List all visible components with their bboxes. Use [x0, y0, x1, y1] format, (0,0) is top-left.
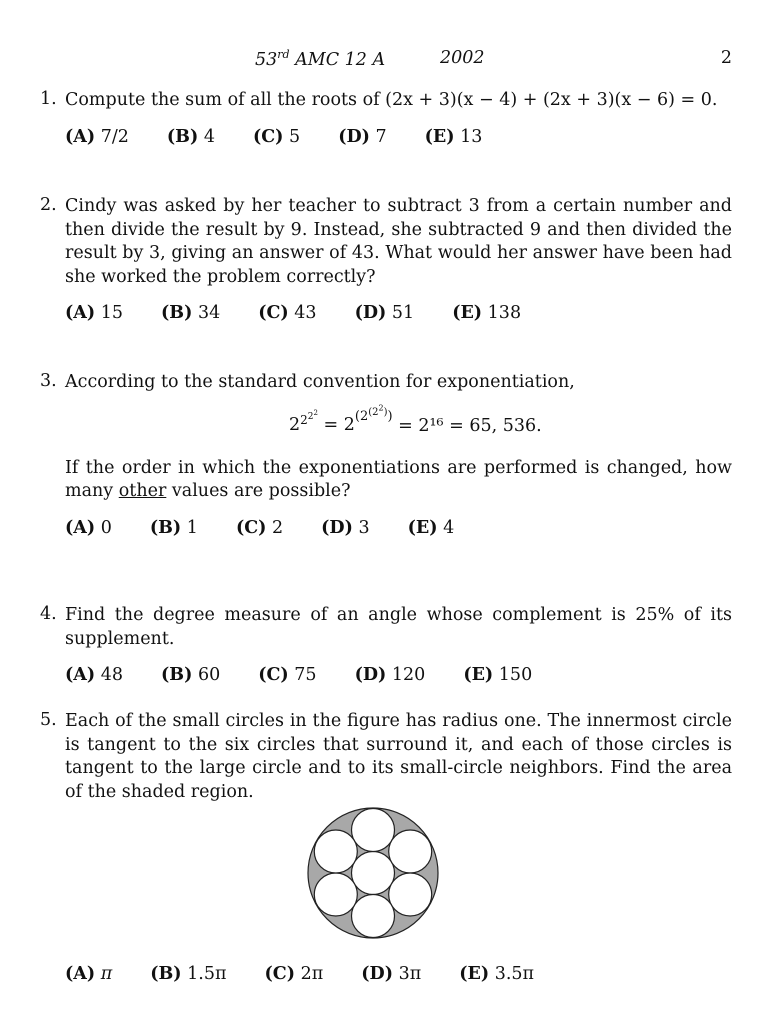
choice-e: (E) 150 — [463, 665, 533, 685]
page-header — [0, 48, 768, 72]
choice-c: (C) 43 — [258, 303, 317, 323]
problem-number: 4. — [40, 604, 57, 624]
exponent-equation: $2^{2^{2^2}} = 2^{(2^{(2^2)})} = 2^{16} = 65$, 536. — [289, 403, 542, 436]
choice-d: (D) 51 — [354, 303, 415, 323]
problem-number: 3. — [40, 371, 57, 391]
choice-b: (B) 60 — [161, 665, 221, 685]
problem-5-answers — [40, 964, 732, 984]
circles-figure — [305, 805, 445, 945]
answer-choices — [65, 303, 732, 323]
choice-b: (B) 4 — [166, 126, 215, 147]
small-circle-upper-right — [389, 830, 432, 873]
choice-c: (C) 2π — [264, 964, 324, 984]
answer-choices — [65, 127, 732, 147]
choice-d: (D) 3 — [321, 517, 370, 538]
problem-1 — [40, 89, 732, 147]
center-small-circle — [352, 852, 395, 895]
page-number: 2 — [720, 48, 732, 68]
problem-text: Compute the sum of all the roots of (2x + 3)(x − 4) + (2x + 3)(x − 6) = 0. — [65, 90, 718, 110]
problem-text: According to the standard convention for exponentiation, — [65, 372, 575, 392]
choice-a: (A) 15 — [65, 303, 123, 323]
small-circle-upper-left — [314, 830, 357, 873]
choice-c: (C) 2 — [235, 517, 284, 538]
choice-d: (D) 7 — [338, 126, 387, 147]
small-circle-bottom — [352, 895, 395, 938]
problem-text-continued: If the order in which the exponentiations are performed is changed, how many other values are possible? — [65, 457, 732, 501]
choice-b: (B) 34 — [161, 303, 221, 323]
problem-text: Each of the small circles in the figure has radius one. The innermost circle is tangent to the six circles that surround it, and each of those circles is tangent to the large circle and to its small-circle neighbors. Find the area of the shaded region. — [65, 711, 732, 802]
choice-d: (D) 120 — [354, 665, 426, 685]
choice-b: (B) 1 — [149, 517, 198, 538]
small-circle-lower-left — [314, 873, 357, 916]
problem-number: 2. — [40, 195, 57, 215]
problem-number: 5. — [40, 710, 57, 730]
small-circle-lower-right — [389, 873, 432, 916]
choice-a: (A) π — [65, 964, 113, 984]
choice-e: (E) 4 — [407, 517, 455, 538]
answer-choices — [65, 665, 732, 685]
problem-5 — [40, 710, 732, 804]
choice-b: (B) 1.5π — [150, 964, 227, 984]
answer-choices — [65, 518, 732, 538]
choice-a: (A) 7/2 — [65, 126, 129, 147]
underlined-word: other — [118, 481, 167, 501]
answer-choices — [65, 964, 732, 984]
problem-3 — [40, 371, 732, 538]
choice-a: (A) 0 — [65, 517, 112, 538]
problem-4 — [40, 604, 732, 685]
choice-e: (E) 13 — [424, 126, 483, 147]
contest-year: 2002 — [440, 48, 485, 68]
problem-2 — [40, 195, 732, 323]
choice-e: (E) 138 — [452, 303, 522, 323]
contest-title: 53rd AMC 12 A — [255, 48, 386, 70]
problem-text: Find the degree measure of an angle whose complement is 25% of its supplement. — [65, 605, 732, 649]
choice-c: (C) 5 — [252, 126, 301, 147]
problem-number: 1. — [40, 89, 57, 109]
choice-e: (E) 3.5π — [459, 964, 535, 984]
choice-a: (A) 48 — [65, 665, 123, 685]
problem-text: Cindy was asked by her teacher to subtract 3 from a certain number and then divide the result by 9. Instead, she subtracted 9 and then divided the result by 3, giving an answer of 43. What would her answer have been had she worked the problem correctly? — [65, 196, 732, 287]
choice-d: (D) 3π — [361, 964, 422, 984]
choice-c: (C) 75 — [258, 665, 317, 685]
equation-result: = 2¹⁶ = 65, 536. — [392, 415, 542, 436]
small-circle-top — [352, 809, 395, 852]
